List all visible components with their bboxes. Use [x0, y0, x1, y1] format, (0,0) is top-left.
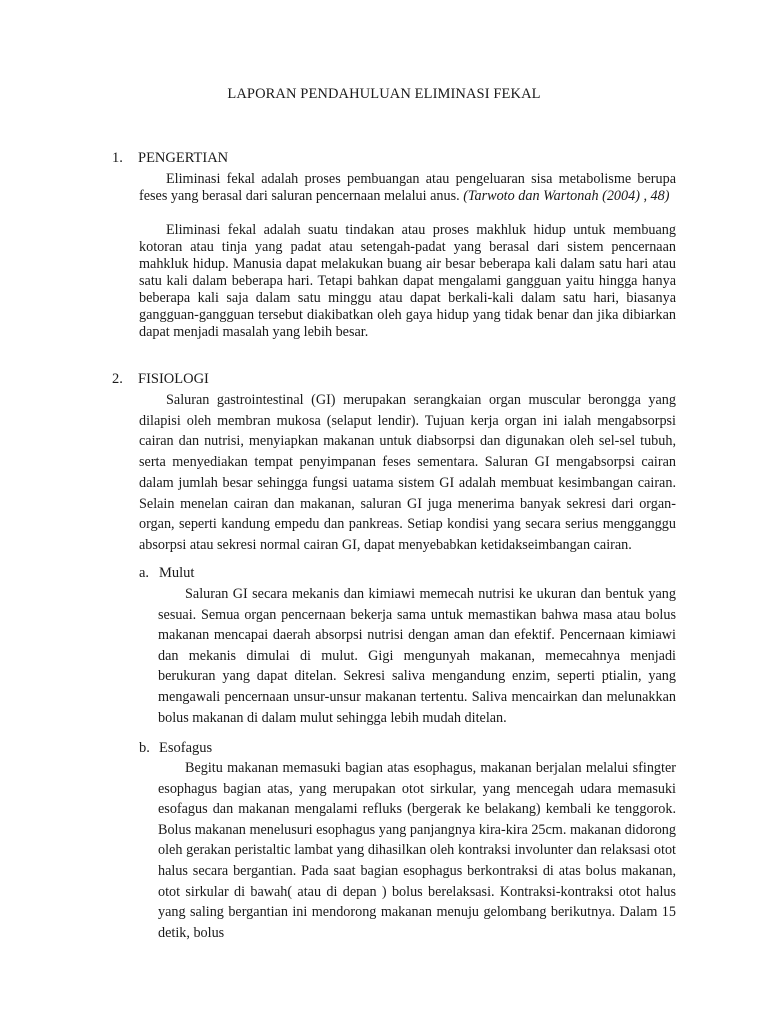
paragraph-mulut: Saluran GI secara mekanis dan kimiawi memecah nutrisi ke ukuran dan bentuk yang sesuai. Semua organ pencernaan bekerja sama untuk memastikan bahwa masa atau bolus makanan mencapai daerah absorpsi nutrisi dengan aman dan efektif. Pencernaan kimiawi dan mekanis dimulai di mulut. Gigi mengunyah makanan, memecahnya menjadi berukuran yang dapat ditelan. Sekresi saliva mengandung enzim, seperti ptialin, yang mengawali pencernaan unsur-unsur makanan tertentu. Saliva mencairkan dan melunakkan bolus makanan di dalam mulut sehingga lebih mudah ditelan. — [158, 586, 676, 726]
subsection-title: Esofagus — [159, 740, 213, 756]
section-heading-pengertian — [112, 150, 228, 167]
paragraph-gi-tract: Saluran gastrointestinal (GI) merupakan serangkaian organ muscular berongga yang dilapisi oleh membran mukosa (selaput lendir). Tujuan kerja organ ini ialah mengabsorpsi cairan dan nutrisi, menyiapkan makanan untuk diabsorpsi dan digunakan oleh sel-sel tubuh, serta menyediakan tempat penyimpanan feses sementara. Saluran GI mengabsorpsi cairan dalam jumlah besar sehingga fungsi uatama sistem GI adalah membuat kesimbangan cairan. Selain menelan cairan dan makanan, saluran GI juga menerima banyak sekresi dari organ-organ, seperti kandung empedu dan pankreas. Setiap kondisi yang secara serius mengganggu absorpsi atau sekresi normal cairan GI, dapat menyebabkan ketidakseimbangan cairan. — [139, 392, 676, 553]
section-title: PENGERTIAN — [138, 150, 229, 166]
section-number: 2. — [112, 371, 123, 387]
citation: (Tarwoto dan Wartonah (2004) , 48) — [463, 188, 670, 204]
section-title: FISIOLOGI — [138, 371, 209, 387]
document-title: LAPORAN PENDAHULUAN ELIMINASI FEKAL — [227, 86, 541, 102]
subsection-letter: b. — [139, 740, 150, 756]
paragraph-elaboration: Eliminasi fekal adalah suatu tindakan atau proses makhluk hidup untuk membuang kotoran atau tinja yang padat atau setengah-padat yang berasal dari sistem pencernaan mahkluk hidup. Manusia dapat melakukan buang air besar beberapa kali dalam satu hari atau satu kali dalam beberapa hari. Tetapi bahkan dapat mengalami gangguan yaitu hingga hanya beberapa kali saja dalam satu minggu atau dapat berkali-kali dalam satu hari, biasanya gangguan-gangguan tersebut diakibatkan oleh gaya hidup yang tidak benar dan jika dibiarkan dapat menjadi masalah yang lebih besar. — [139, 222, 676, 340]
subsection-heading-mulut — [139, 565, 194, 582]
subsection-letter: a. — [139, 565, 150, 581]
paragraph-esofagus: Begitu makanan memasuki bagian atas esophagus, makanan berjalan melalui sfingter esophagus bagian atas, yang merupakan otot sirkular, yang mencegah udara memasuki esofagus dan makanan mengalami refluks (bergerak ke belakang) kembali ke tenggorok. Bolus makanan menelusuri esophagus yang panjangnya kira-kira 25cm. makanan didorong oleh gerakan peristaltic lambat yang dihasilkan oleh kontraksi involunter dan relaksasi otot halus secara bergantian. Pada saat bagian esophagus berkontraksi di atas bolus makanan, otot sirkular di bawah( atau di depan ) bolus berelaksasi. Kontraksi-kontraksi otot halus yang saling bergantian ini mendorong makanan menuju gelombang berikutnya. Dalam 15 detik, bolus — [158, 760, 676, 941]
paragraph-definition — [139, 171, 676, 205]
paragraph-text: Eliminasi fekal adalah proses pembuangan atau pengeluaran sisa metabolisme berupa feses yang berasal dari saluran pencernaan melalui anus. — [139, 171, 676, 204]
section-heading-fisiologi — [112, 371, 209, 388]
subsection-title: Mulut — [159, 565, 195, 581]
section-number: 1. — [112, 150, 123, 166]
subsection-heading-esofagus — [139, 740, 212, 757]
